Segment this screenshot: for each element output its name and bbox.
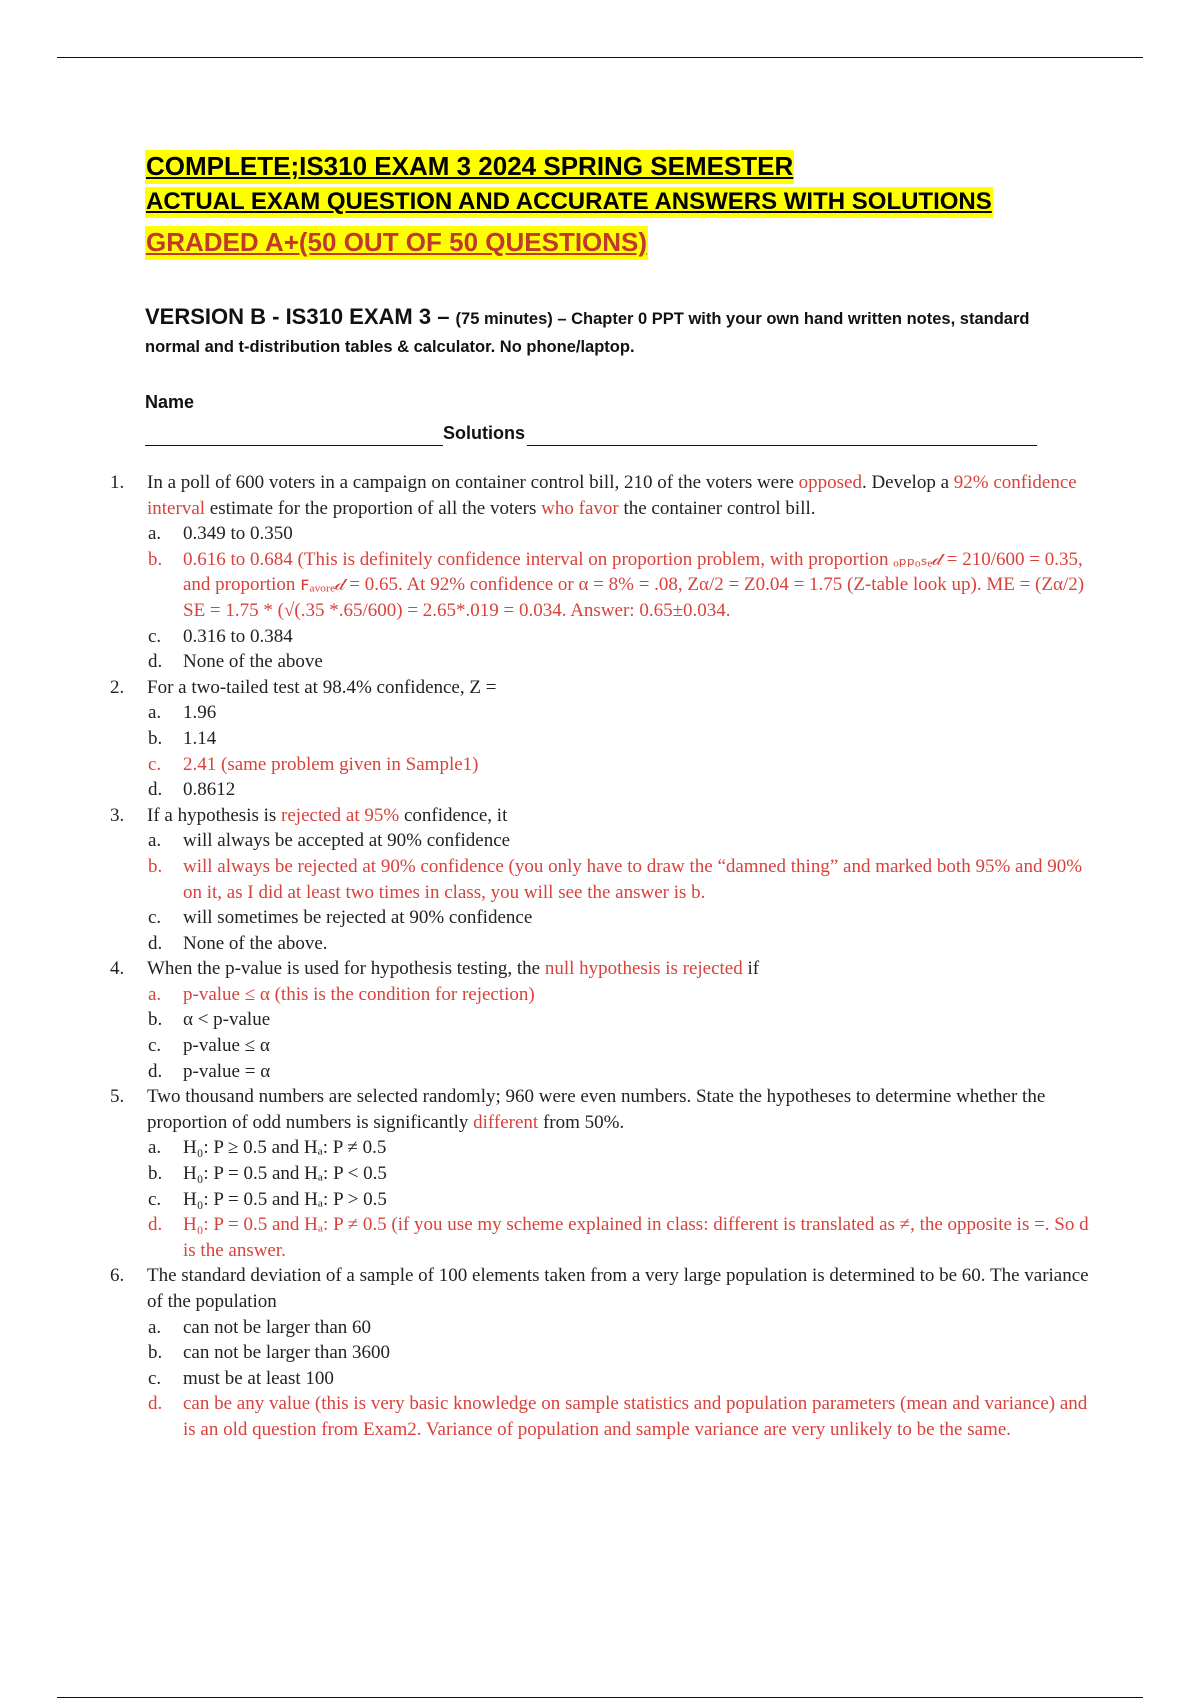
- stem-text: if: [742, 958, 760, 980]
- stem-text: In a poll of 600 voters in a campaign on container control bill, 210 of the voters were: [147, 472, 799, 493]
- stem-text: Two thousand numbers are selected randomly; 960 were even numbers. State the hypotheses to determine whether the proportion of odd numbers is significantly: [147, 1086, 1046, 1133]
- exam-version-header: [145, 303, 1085, 361]
- option-text: H₀: P ≥ 0.5 and Hₐ: P ≠ 0.5: [183, 1137, 387, 1159]
- option-letter: b.: [148, 1009, 163, 1031]
- answer-option: [110, 1366, 1090, 1392]
- grade-banner: GRADED A+(50 OUT OF 50 QUESTIONS): [145, 229, 648, 255]
- option-text: can not be larger than 3600: [183, 1342, 390, 1364]
- option-letter: b.: [148, 727, 163, 749]
- question-stem: [147, 1263, 1090, 1314]
- highlighted-keyword: opposed: [798, 472, 862, 493]
- option-text: 0.349 to 0.350: [183, 523, 293, 545]
- answer-option: [110, 521, 1090, 547]
- version-title: VERSION B - IS310 EXAM 3 –: [145, 304, 456, 329]
- option-letter: c.: [148, 1188, 162, 1210]
- option-text: will sometimes be rejected at 90% confidence: [183, 907, 533, 929]
- option-letter: d.: [148, 1214, 163, 1236]
- option-letter: d.: [148, 932, 163, 954]
- option-text: H₀: P = 0.5 and Hₐ: P > 0.5: [183, 1188, 387, 1210]
- answer-option: [110, 905, 1090, 931]
- option-letter: a.: [148, 1316, 162, 1338]
- stem-text: The standard deviation of a sample of 100 elements taken from a very large population is determined to be 60. The variance of the population: [147, 1265, 1089, 1312]
- answer-option: [110, 1161, 1090, 1187]
- option-text: 1.96: [183, 702, 217, 724]
- option-letter: a.: [148, 1137, 162, 1159]
- answer-option: [110, 700, 1090, 726]
- option-text: 0.616 to 0.684 (This is definitely confidence interval on proportion problem, with proportion ₒₚₚₒₛₑ𝒹 = 210/600 = 0.35, and proportion ꜰₐᵥₒᵣₑ𝒹 = 0.65. At 92% confidence or α = 8% = .08, Zα/2 = Z0.04 = 1.75 (Z-table look up). ME = (Zα/2) SE = 1.75 * (√(.35 *.65/600) = 2.65*.019 = 0.034. Answer: 0.65±0.034.: [183, 548, 1085, 621]
- question-3: [110, 803, 1090, 829]
- document-title: COMPLETE;IS310 EXAM 3 2024 SPRING SEMESTER: [145, 153, 794, 179]
- option-text: will always be accepted at 90% confidence: [183, 830, 511, 852]
- option-text: p-value ≤ α (this is the condition for rejection): [183, 983, 535, 1005]
- option-text: must be at least 100: [183, 1367, 334, 1389]
- correct-answer-option: [110, 752, 1090, 778]
- answer-option: [110, 1007, 1090, 1033]
- option-text: will always be rejected at 90% confidence (you only have to draw the “damned thing” and marked both 95% and 90% on it, as I did at least two times in class, you will see the answer is b.: [183, 855, 1083, 903]
- question-5: [110, 1084, 1090, 1135]
- correct-answer-option: [110, 854, 1090, 905]
- question-stem: [147, 803, 1090, 829]
- question-2: [110, 675, 1090, 701]
- answer-option: [110, 777, 1090, 803]
- solutions-label: Solutions: [443, 423, 525, 443]
- answer-option: [110, 1187, 1090, 1213]
- question-number: 1.: [110, 472, 125, 493]
- option-letter: a.: [148, 702, 162, 724]
- option-letter: b.: [148, 855, 163, 877]
- option-text: 0.8612: [183, 779, 236, 801]
- answer-option: [110, 1315, 1090, 1341]
- option-letter: a.: [148, 830, 162, 852]
- question-4: [110, 956, 1090, 982]
- question-6: [110, 1263, 1090, 1314]
- highlighted-keyword: rejected at 95%: [281, 804, 400, 826]
- question-number: 4.: [110, 958, 125, 980]
- answer-option: [110, 1135, 1090, 1161]
- option-letter: b.: [148, 548, 163, 570]
- question-number: 6.: [110, 1265, 125, 1287]
- answer-option: [110, 649, 1090, 675]
- name-field: [145, 420, 1037, 446]
- highlighted-keyword: different: [473, 1111, 539, 1133]
- option-letter: c.: [148, 625, 162, 647]
- stem-text: the container control bill.: [618, 497, 816, 519]
- correct-answer-option: [110, 982, 1090, 1008]
- option-letter: a.: [148, 983, 162, 1005]
- highlighted-keyword: who favor: [541, 497, 619, 519]
- question-stem: [147, 1084, 1090, 1135]
- highlighted-keyword: 92% confidence interval: [147, 472, 1077, 519]
- correct-answer-option: [110, 1391, 1090, 1442]
- option-text: H₀: P = 0.5 and Hₐ: P ≠ 0.5 (if you use my scheme explained in class: different is translated as ≠, the opposite is =. So d is the answer.: [183, 1214, 1089, 1261]
- option-text: can not be larger than 60: [183, 1316, 371, 1338]
- option-text: p-value = α: [183, 1060, 271, 1082]
- option-letter: d.: [148, 1393, 163, 1415]
- bottom-rule: [57, 1697, 1143, 1698]
- correct-answer-option: [110, 1212, 1090, 1263]
- question-stem: [147, 956, 1090, 982]
- stem-text: When the p-value is used for hypothesis testing, the: [147, 958, 545, 980]
- option-text: α < p-value: [183, 1009, 271, 1031]
- stem-text: from 50%.: [538, 1111, 625, 1133]
- stem-text: estimate for the proportion of all the voters: [205, 497, 542, 519]
- name-underline-right: [527, 445, 1037, 446]
- option-letter: c.: [148, 907, 162, 929]
- name-underline-left: [145, 445, 443, 446]
- answer-option: [110, 1059, 1090, 1085]
- question-list: [110, 470, 1090, 1443]
- correct-answer-option: [110, 547, 1090, 624]
- option-letter: c.: [148, 1035, 162, 1057]
- question-number: 2.: [110, 676, 125, 698]
- answer-option: [110, 726, 1090, 752]
- option-letter: b.: [148, 1163, 163, 1185]
- option-letter: d.: [148, 651, 163, 673]
- answer-option: [110, 1340, 1090, 1366]
- option-letter: b.: [148, 1342, 163, 1364]
- option-letter: a.: [148, 523, 162, 545]
- option-text: 2.41 (same problem given in Sample1): [183, 753, 479, 775]
- option-text: None of the above: [183, 651, 323, 673]
- name-label: Name: [145, 392, 195, 412]
- top-rule: [57, 57, 1143, 58]
- answer-option: [110, 828, 1090, 854]
- question-number: 3.: [110, 804, 125, 826]
- document-subtitle: ACTUAL EXAM QUESTION AND ACCURATE ANSWERS WITH SOLUTIONS: [145, 190, 993, 214]
- question-stem: [147, 470, 1090, 521]
- answer-option: [110, 1033, 1090, 1059]
- option-text: 1.14: [183, 727, 217, 749]
- stem-text: If a hypothesis is: [147, 804, 282, 826]
- option-text: can be any value (this is very basic knowledge on sample statistics and population parameters (mean and variance) and is an old question from Exam2. Variance of population and sample variance are very unlikely to be the same.: [183, 1393, 1088, 1440]
- stem-text: For a two-tailed test at 98.4% confidence, Z =: [147, 676, 497, 698]
- version-description: (75 minutes) – Chapter 0 PPT with your own hand written notes, standard normal and t-distribution tables & calculator. No phone/laptop.: [145, 310, 1030, 356]
- option-text: 0.316 to 0.384: [183, 625, 293, 647]
- option-letter: d.: [148, 779, 163, 801]
- stem-text: confidence, it: [399, 804, 508, 826]
- stem-text: . Develop a: [861, 472, 954, 493]
- option-letter: d.: [148, 1060, 163, 1082]
- option-letter: c.: [148, 1367, 162, 1389]
- option-text: p-value ≤ α: [183, 1035, 270, 1057]
- question-number: 5.: [110, 1086, 125, 1108]
- highlighted-keyword: null hypothesis is rejected: [544, 958, 743, 980]
- answer-option: [110, 624, 1090, 650]
- option-text: None of the above.: [183, 932, 328, 954]
- answer-option: [110, 931, 1090, 957]
- option-letter: c.: [148, 753, 162, 775]
- question-1: [110, 470, 1090, 521]
- option-text: H₀: P = 0.5 and Hₐ: P < 0.5: [183, 1163, 387, 1185]
- question-stem: [147, 675, 1090, 701]
